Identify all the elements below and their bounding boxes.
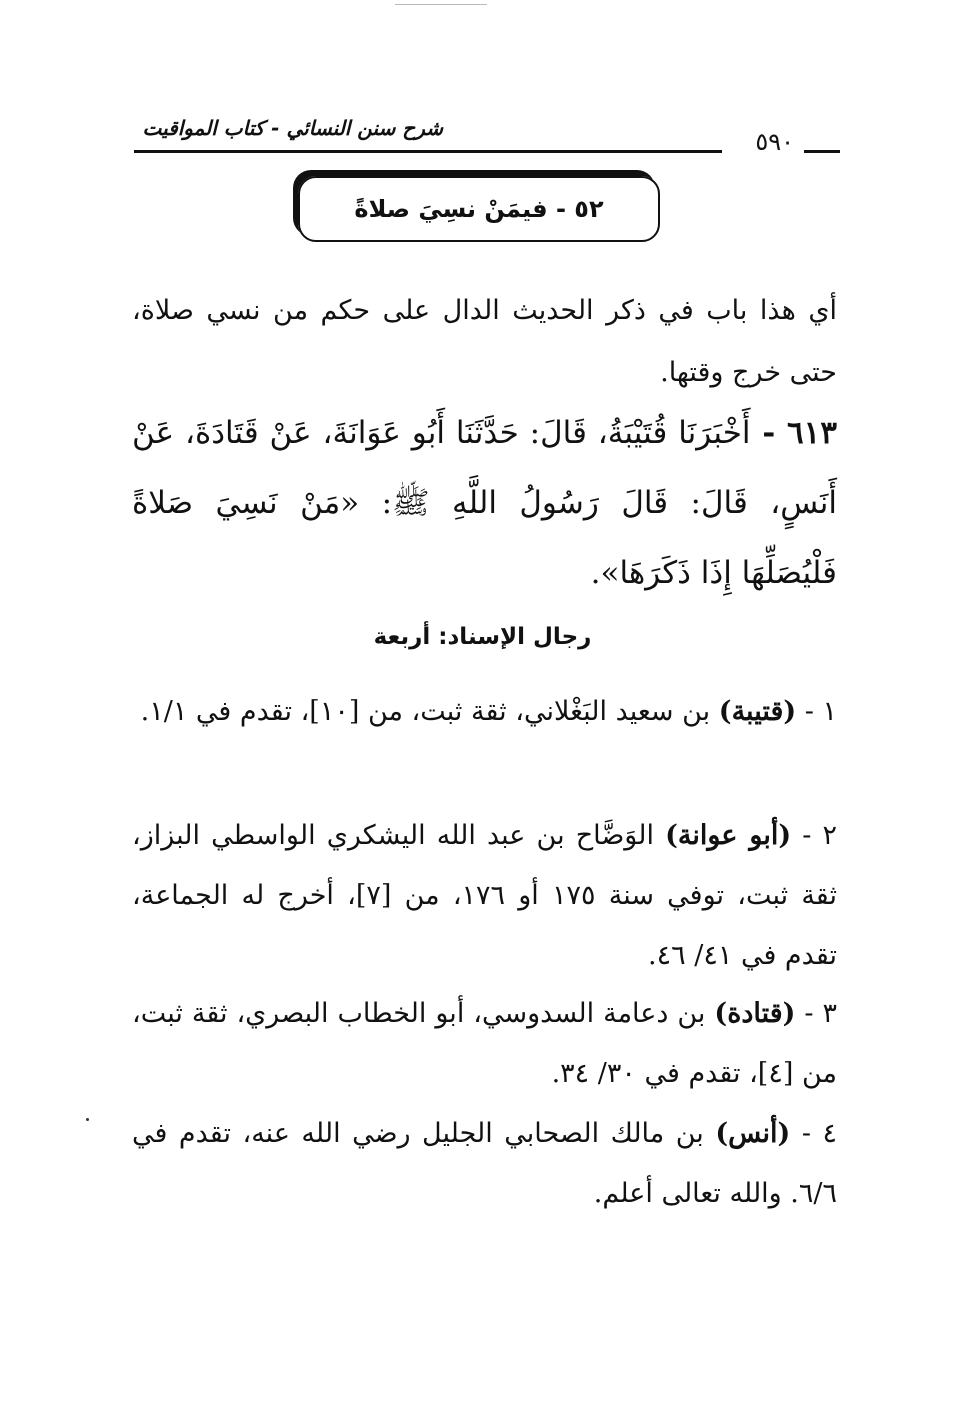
header-rule <box>134 150 722 153</box>
top-rule <box>395 4 487 5</box>
narrator-text: بن دعامة السدوسي، أبو الخطاب البصري، ثقة ثبت، من [٤]، تقدم في ٣٠/ ٣٤. <box>132 998 837 1089</box>
narrator-number: ٣ - <box>804 998 837 1029</box>
narrator-name: (قتيبة) <box>718 696 797 727</box>
header-dash <box>804 150 840 153</box>
narrator-number: ١ - <box>804 696 837 727</box>
page-number: ٥٩٠ <box>755 128 794 156</box>
narrator-name: (قتادة) <box>714 998 796 1029</box>
narrator-item <box>132 682 837 742</box>
intro-paragraph: أي هذا باب في ذكر الحديث الدال على حكم من نسي صلاة، حتى خرج وقتها. <box>132 295 837 388</box>
running-title: شرح سنن النسائي - كتاب المواقيت <box>142 116 443 140</box>
chapter-title-box <box>298 176 660 242</box>
narrator-item <box>132 984 837 1104</box>
narrator-text: الوَضَّاح بن عبد الله اليشكري الواسطي البزاز، ثقة ثبت، توفي سنة ١٧٥ أو ١٧٦، من [٧]، أخرج له الجماعة، تقدم في ٤١/ ٤٦. <box>132 820 837 971</box>
narrator-number: ٢ - <box>802 820 837 851</box>
page-header <box>128 112 840 156</box>
hadith-text <box>132 398 837 608</box>
narrator-number: ٤ - <box>801 1118 837 1149</box>
chapter-title: ٥٢ - فيمَنْ نسِيَ صلاةً <box>354 195 604 223</box>
narrator-name: (أبو عوانة) <box>665 820 792 851</box>
scan-speck <box>86 1118 89 1121</box>
narrator-item <box>132 806 837 986</box>
narrator-text: بن سعيد البَغْلاني، ثقة ثبت، من [١٠]، تقدم في ١/١. <box>140 696 711 727</box>
hadith-number: ٦١٣ - <box>762 415 837 451</box>
narrator-name: (أنس) <box>715 1118 791 1149</box>
narrator-item <box>132 1104 837 1224</box>
narrator-text: بن مالك الصحابي الجليل رضي الله عنه، تقدم في ٦/٦. والله تعالى أعلم. <box>132 1118 837 1209</box>
section-heading: رجال الإسناد: أربعة <box>373 624 592 650</box>
hadith-body: أَخْبَرَنَا قُتَيْبَةُ، قَالَ: حَدَّثَنَا أَبُو عَوَانَةَ، عَنْ قَتَادَةَ، عَنْ أَنَسٍ، قَالَ: قَالَ رَسُولُ اللَّهِ ﷺ: «مَنْ نَسِيَ صَلاةً فَلْيُصَلِّهَا إِذَا ذَكَرَهَا». <box>132 415 837 591</box>
